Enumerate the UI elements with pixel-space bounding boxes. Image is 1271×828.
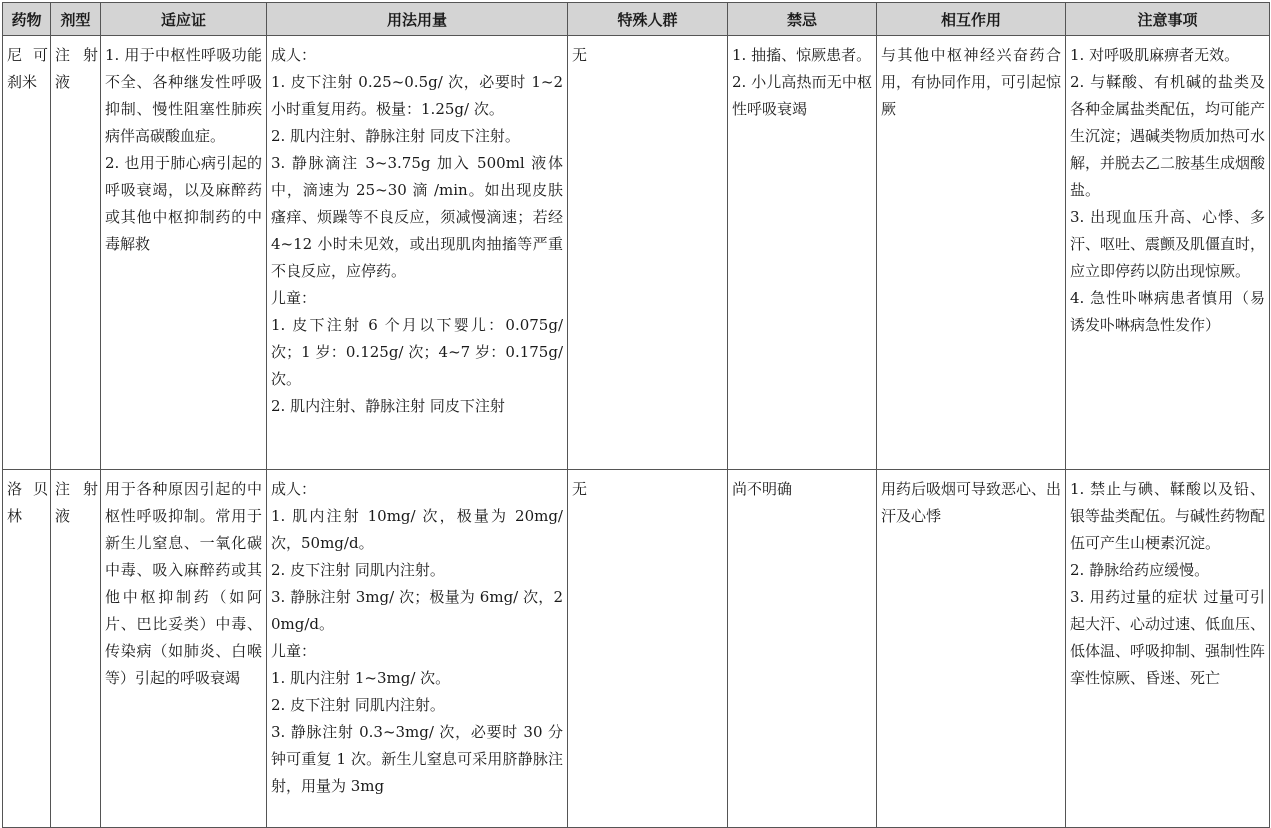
header-interaction: 相互作用	[877, 3, 1066, 36]
table-row	[3, 470, 1270, 828]
cell-notes	[1066, 470, 1270, 828]
cell-paragraph: 3. 出现血压升高、心悸、多汗、呕吐、震颤及肌僵直时，应立即停药以防出现惊厥。	[1070, 208, 1266, 280]
cell-paragraph: 2. 小儿高热而无中枢性呼吸衰竭	[732, 73, 872, 118]
cell-paragraph: 3. 静脉滴注 3~3.75g 加入 500ml 液体中，滴速为 25~30 滴 /min。如出现皮肤瘙痒、烦躁等不良反应，须减慢滴速；若经 4~12 小时未见效，或出现肌肉抽搐等严重不良反应，应停药。	[271, 154, 563, 280]
header-contraindication: 禁忌	[728, 3, 877, 36]
cell-paragraph: 1. 禁止与碘、鞣酸以及铅、银等盐类配伍。与碱性药物配伍可产生山梗素沉淀。	[1070, 480, 1266, 552]
cell-paragraph: 儿童：	[271, 642, 317, 660]
cell-paragraph: 成人：	[271, 480, 317, 498]
cell-paragraph: 1. 肌内注射 10mg/ 次，极量为 20mg/ 次，50mg/d。	[271, 507, 563, 552]
cell-form: 注射液	[51, 470, 101, 828]
cell-paragraph: 2. 也用于肺心病引起的呼吸衰竭，以及麻醉药或其他中枢抑制药的中毒解救	[105, 154, 262, 253]
cell-paragraph: 1. 对呼吸肌麻痹者无效。	[1070, 46, 1240, 64]
cell-notes	[1066, 36, 1270, 470]
cell-paragraph: 3. 静脉注射 0.3~3mg/ 次，必要时 30 分钟可重复 1 次。新生儿窒息可采用脐静脉注射，用量为 3mg	[271, 723, 563, 795]
cell-paragraph: 1. 肌内注射 1~3mg/ 次。	[271, 669, 451, 687]
cell-paragraph: 尚不明确	[732, 480, 793, 498]
cell-paragraph: 2. 静脉给药应缓慢。	[1070, 561, 1210, 579]
cell-dosage	[267, 470, 568, 828]
cell-paragraph: 成人：	[271, 46, 317, 64]
cell-paragraph: 3. 用药过量的症状 过量可引起大汗、心动过速、低血压、低体温、呼吸抑制、强制性阵挛性惊厥、昏迷、死亡	[1070, 588, 1266, 687]
cell-interaction	[877, 36, 1066, 470]
cell-special-population: 无	[568, 470, 728, 828]
cell-drug: 洛贝林	[3, 470, 51, 828]
cell-interaction	[877, 470, 1066, 828]
header-row	[3, 3, 1270, 36]
cell-contraindication	[728, 36, 877, 470]
cell-paragraph: 2. 皮下注射 同肌内注射。	[271, 561, 445, 579]
cell-paragraph: 2. 肌内注射、静脉注射 同皮下注射	[271, 397, 505, 415]
cell-paragraph: 3. 静脉注射 3mg/ 次；极量为 6mg/ 次，20mg/d。	[271, 588, 563, 633]
drug-info-table	[2, 2, 1270, 828]
cell-dosage	[267, 36, 568, 470]
cell-paragraph: 1. 用于中枢性呼吸功能不全、各种继发性呼吸抑制、慢性阻塞性肺疾病伴高碳酸血症。	[105, 46, 262, 145]
cell-indication	[101, 470, 267, 828]
header-drug: 药物	[3, 3, 51, 36]
table-row	[3, 36, 1270, 470]
cell-paragraph: 2. 肌内注射、静脉注射 同皮下注射。	[271, 127, 520, 145]
cell-form: 注射液	[51, 36, 101, 470]
cell-paragraph: 2. 皮下注射 同肌内注射。	[271, 696, 445, 714]
cell-paragraph: 1. 皮下注射 0.25~0.5g/ 次，必要时 1~2 小时重复用药。极量：1.25g/ 次。	[271, 73, 563, 118]
cell-contraindication	[728, 470, 877, 828]
cell-paragraph: 与其他中枢神经兴奋药合用，有协同作用，可引起惊厥	[881, 46, 1062, 118]
cell-paragraph: 1. 皮下注射 6 个月以下婴儿：0.075g/ 次；1 岁：0.125g/ 次；4~7 岁：0.175g/ 次。	[271, 316, 563, 388]
cell-special-population: 无	[568, 36, 728, 470]
cell-paragraph: 1. 抽搐、惊厥患者。	[732, 46, 872, 64]
header-notes: 注意事项	[1066, 3, 1270, 36]
table-header	[3, 3, 1270, 36]
cell-indication	[101, 36, 267, 470]
cell-drug: 尼可刹米	[3, 36, 51, 470]
header-special-population: 特殊人群	[568, 3, 728, 36]
cell-paragraph: 用药后吸烟可导致恶心、出汗及心悸	[881, 480, 1062, 525]
header-dosage: 用法用量	[267, 3, 568, 36]
cell-paragraph: 儿童：	[271, 289, 317, 307]
header-indication: 适应证	[101, 3, 267, 36]
table-body	[3, 36, 1270, 828]
header-form: 剂型	[51, 3, 101, 36]
cell-paragraph: 4. 急性卟啉病患者慎用（易诱发卟啉病急性发作）	[1070, 289, 1265, 334]
cell-paragraph: 2. 与鞣酸、有机碱的盐类及各种金属盐类配伍，均可能产生沉淀；遇碱类物质加热可水解，并脱去乙二胺基生成烟酸盐。	[1070, 73, 1266, 199]
cell-paragraph: 用于各种原因引起的中枢性呼吸抑制。常用于新生儿窒息、一氧化碳中毒、吸入麻醉药或其他中枢抑制药（如阿片、巴比妥类）中毒、传染病（如肺炎、白喉等）引起的呼吸衰竭	[105, 480, 262, 687]
